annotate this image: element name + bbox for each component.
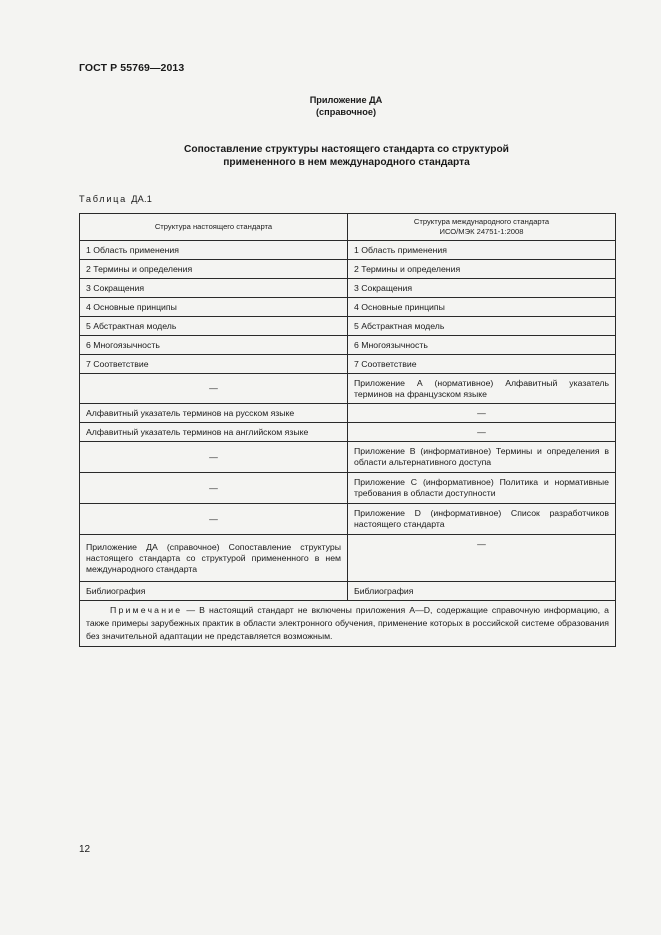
table-row (80, 473, 616, 504)
table-header-row (80, 214, 616, 241)
table-cell-international: — (348, 404, 616, 423)
comparison-table (79, 213, 616, 647)
table-caption (79, 194, 152, 204)
table-row (80, 404, 616, 423)
table-cell-national: Библиография (80, 582, 348, 601)
table-cell-international: 1 Область применения (348, 241, 616, 260)
column-header-international-line2: ИСО/МЭК 24751-1:2008 (439, 227, 524, 236)
table-row (80, 582, 616, 601)
document-code: ГОСТ Р 55769—2013 (79, 62, 185, 74)
table-caption-label: Таблица (79, 194, 127, 204)
table-caption-number: ДА.1 (131, 194, 153, 204)
table-cell-international: Приложение А (нормативное) Алфавитный указатель терминов на французском языке (348, 374, 616, 404)
table-cell-international: Приложение С (информативное) Политика и нормативные требования в области доступности (348, 473, 616, 504)
table-row (80, 336, 616, 355)
table-cell-international: Приложение D (информативное) Список разработчиков настоящего стандарта (348, 504, 616, 535)
table-cell-national: — (80, 442, 348, 473)
column-header-international-line1: Структура международного стандарта (413, 217, 550, 226)
table-row (80, 504, 616, 535)
table-note-row (80, 601, 616, 647)
table-cell-national: 4 Основные принципы (80, 298, 348, 317)
table-row (80, 442, 616, 473)
table-cell-national: 1 Область применения (80, 241, 348, 260)
table-cell-international: Приложение В (информативное) Термины и определения в области альтернативного доступа (348, 442, 616, 473)
table-row (80, 355, 616, 374)
page-number: 12 (79, 844, 91, 855)
table-cell-national: — (80, 374, 348, 404)
table-row (80, 298, 616, 317)
table-cell-national: 2 Термины и определения (80, 260, 348, 279)
table-cell-international: 4 Основные принципы (348, 298, 616, 317)
annex-title (0, 94, 661, 118)
table-cell-national: 5 Абстрактная модель (80, 317, 348, 336)
table-row (80, 260, 616, 279)
table-cell-national: — (80, 473, 348, 504)
table-row (80, 535, 616, 582)
annex-title-line2: (справочное) (315, 107, 376, 117)
table-cell-international: — (348, 423, 616, 442)
table-cell-international: 6 Многоязычность (348, 336, 616, 355)
main-title-line1: Сопоставление структуры настоящего стандарта со структурой (184, 144, 509, 155)
table-cell-international: Библиография (348, 582, 616, 601)
column-header-international (348, 214, 616, 241)
table-row (80, 279, 616, 298)
note-label: Примечание (110, 605, 183, 615)
table-cell-international: 2 Термины и определения (348, 260, 616, 279)
annex-title-line1: Приложение ДА (309, 95, 383, 105)
table-row (80, 423, 616, 442)
table-cell-international: — (348, 535, 616, 582)
table-cell-national: Алфавитный указатель терминов на русском языке (80, 404, 348, 423)
table-row (80, 374, 616, 404)
table-row (80, 317, 616, 336)
note-text: — В настоящий стандарт не включены приложения А—D, содержащие справочную информацию, а также примеры зарубежных практик в области электронного обучения, применение которых в российской системе образования без значительной адаптации не представляется возможным. (86, 605, 609, 641)
table-cell-international: 3 Сокращения (348, 279, 616, 298)
table-note (80, 601, 616, 647)
table-cell-national: Приложение ДА (справочное) Сопоставление структуры настоящего стандарта со структурой примененного в нем международного стандарта (80, 535, 348, 582)
table-cell-national: 3 Сокращения (80, 279, 348, 298)
table-cell-national: 7 Соответствие (80, 355, 348, 374)
main-title (0, 143, 661, 169)
table-cell-national: — (80, 504, 348, 535)
column-header-national: Структура настоящего стандарта (80, 214, 348, 241)
table-cell-national: 6 Многоязычность (80, 336, 348, 355)
table-cell-international: 5 Абстрактная модель (348, 317, 616, 336)
table-cell-international: 7 Соответствие (348, 355, 616, 374)
main-title-line2: примененного в нем международного стандарта (223, 157, 470, 168)
table-cell-national: Алфавитный указатель терминов на английском языке (80, 423, 348, 442)
table-row (80, 241, 616, 260)
